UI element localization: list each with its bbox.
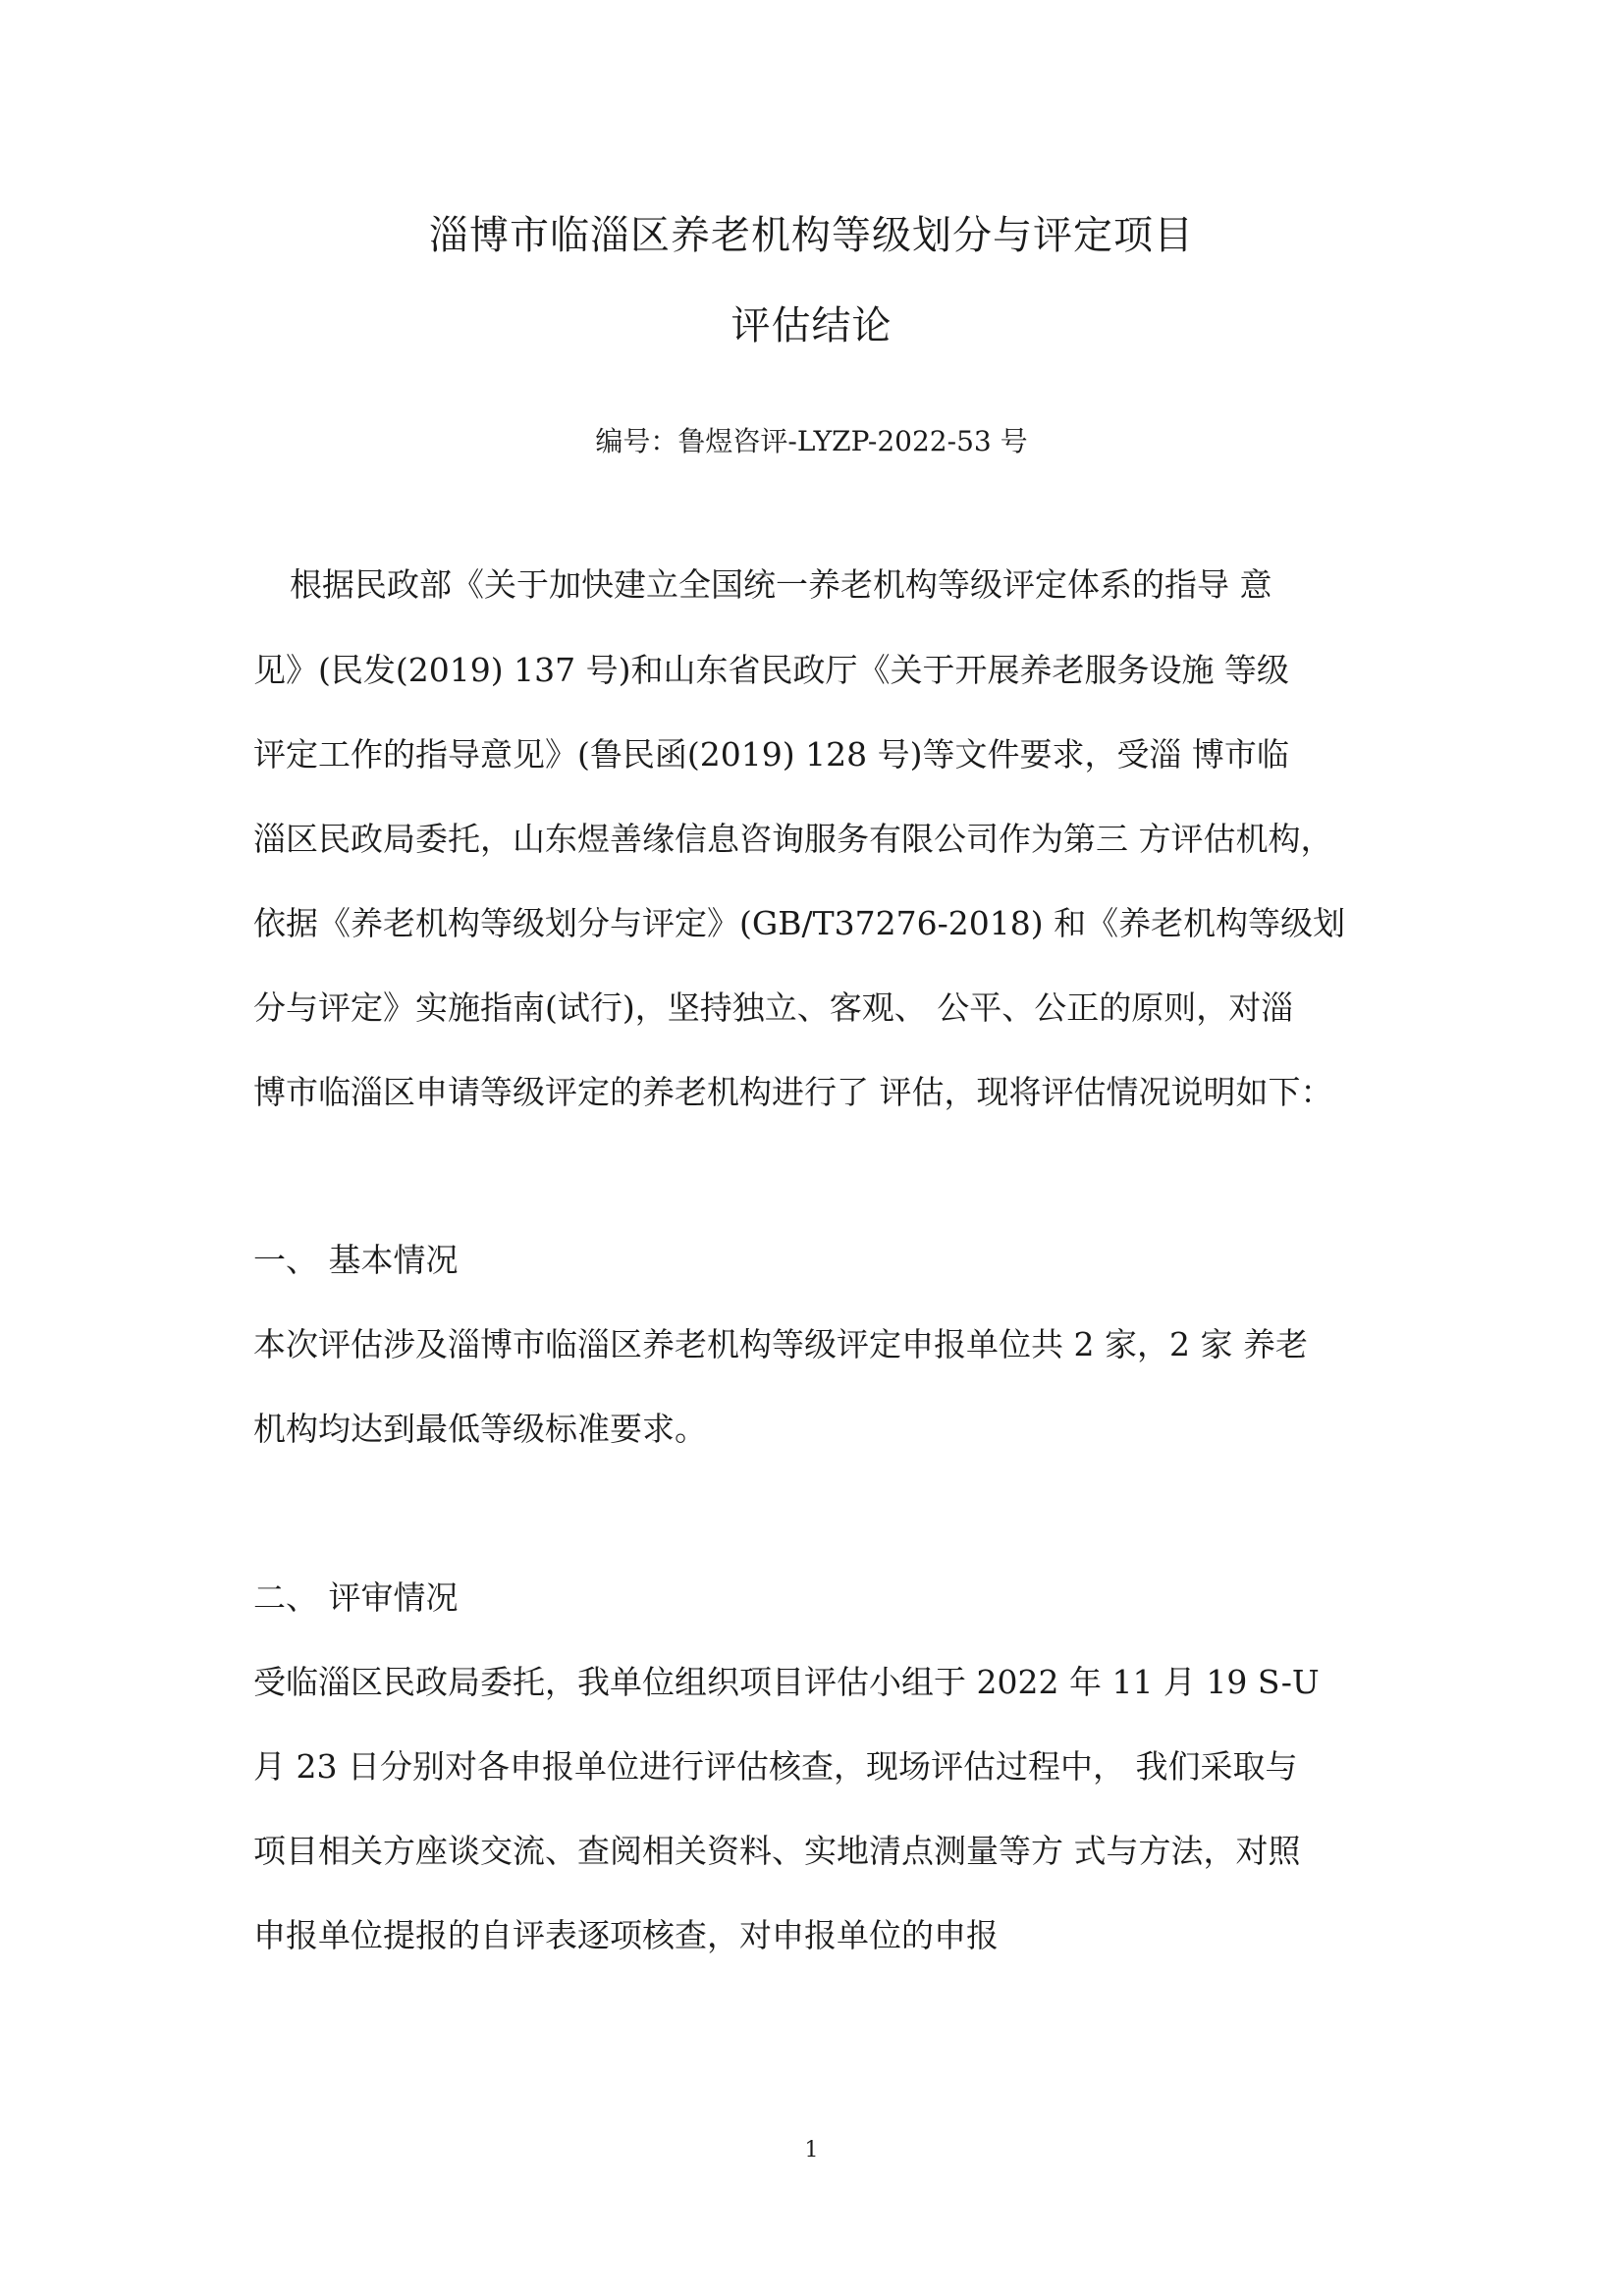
- section-line: 受临淄区民政局委托，我单位组织项目评估小组于 2022 年 11 月 19 S-U: [253, 1663, 1320, 1701]
- intro-line: 分与评定》实施指南(试行)，坚持独立、客观、 公平、公正的原则，对淄: [253, 988, 1294, 1027]
- section-line: 月 23 日分别对各申报单位进行评估核查，现场评估过程中， 我们采取与: [253, 1747, 1298, 1786]
- section-line: 项目相关方座谈交流、查阅相关资料、实地清点测量等方 式与方法，对照: [253, 1832, 1301, 1870]
- intro-line: 根据民政部《关于加快建立全国统一养老机构等级评定体系的指导 意: [290, 565, 1272, 604]
- section-line: 机构均达到最低等级标准要求。: [253, 1410, 707, 1448]
- intro-line: 淄区民政局委托，山东煜善缘信息咨询服务有限公司作为第三 方评估机构，: [253, 820, 1333, 858]
- page-number: 1: [804, 2138, 819, 2163]
- intro-line: 博市临淄区申请等级评定的养老机构进行了 评估，现将评估情况说明如下：: [253, 1073, 1333, 1111]
- intro-line: 依据《养老机构等级划分与评定》(GB/T37276-2018) 和《养老机构等级划: [253, 904, 1346, 942]
- document-title: 淄博市临淄区养老机构等级划分与评定项目: [429, 213, 1194, 258]
- intro-line: 见》(民发(2019) 137 号)和山东省民政厅《关于开展养老服务设施 等级: [253, 651, 1289, 689]
- document-number: 编号：鲁煜咨评-LYZP-2022-53 号: [595, 425, 1028, 457]
- intro-line: 评定工作的指导意见》(鲁民函(2019) 128 号)等文件要求，受淄 博市临: [253, 735, 1289, 774]
- document-subtitle: 评估结论: [730, 303, 893, 348]
- section-heading: 一、 基本情况: [253, 1241, 459, 1279]
- section-line: 本次评估涉及淄博市临淄区养老机构等级评定申报单位共 2 家，2 家 养老: [253, 1325, 1308, 1363]
- section-heading: 二、 评审情况: [253, 1578, 459, 1617]
- section-line: 申报单位提报的自评表逐项核查，对申报单位的申报: [253, 1916, 999, 1954]
